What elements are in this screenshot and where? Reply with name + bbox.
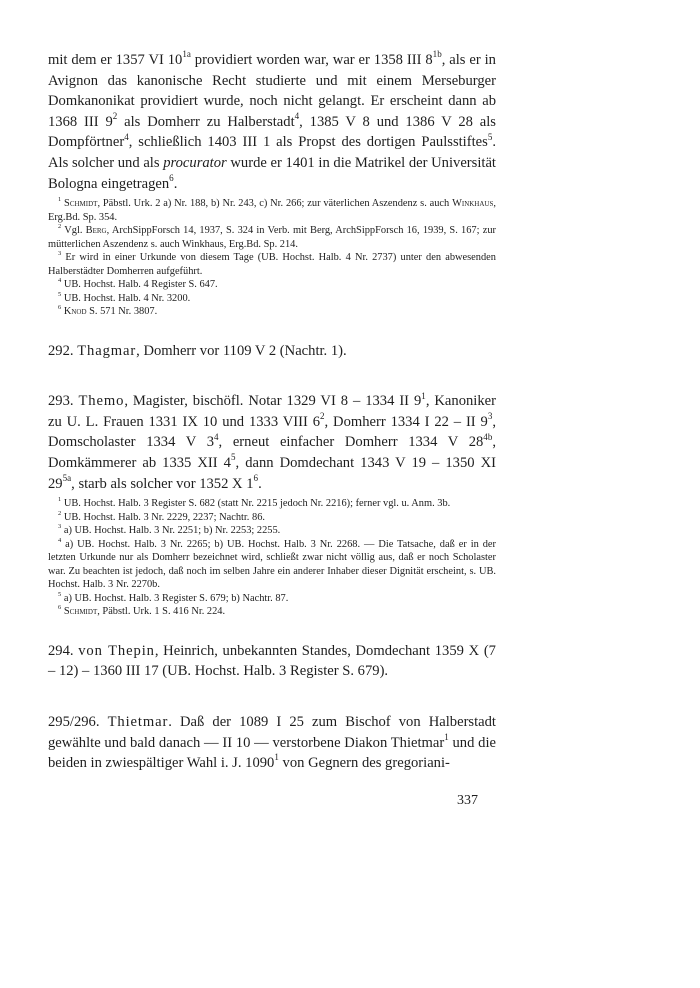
entry-292: 292. Thagmar, Domherr vor 1109 V 2 (Nachtr. 1). xyxy=(48,342,347,359)
entry-293-footnotes xyxy=(48,497,496,619)
footnote: $^4$ UB. Hochst. Halb. 4 Register S. 647. xyxy=(58,277,218,291)
footnote: $^6$ Knod S. 571 Nr. 3807. xyxy=(58,304,158,318)
intro-footnotes xyxy=(48,197,496,319)
footnote: $^1$ UB. Hochst. Halb. 3 Register S. 682 (statt Nr. 2215 jedoch Nr. 2216); ferner vgl. u. Anm. 3b. xyxy=(58,496,451,510)
entry-293: 293. Themo, Magister, bischöfl. Notar 1329 VI 8 – 1334 II $9^1$, Kanoniker zu U. L. Frauen 1331 IX 10 und 1333 VIII $6^2$, Domherr 1334 I 22 – II $9^3$, Domscholaster 1334 V $3^4$, erneut einfacher Domherr 1334 V $28^{4b}$, Domkämmerer ab 1335 XII $4^5$, dann Domdechant 1343 V 19 – 1350 XI $29^{5a}$, starb als solcher vor 1352 X $1^6$. xyxy=(48,390,497,492)
page-number: 337 xyxy=(457,793,478,808)
footnote: $^3$ Er wird in einer Urkunde von diesem Tage (UB. Hochst. Halb. 4 Nr. 2737) unter den abwesenden Halberstädter Domherren aufgeführt. xyxy=(48,250,496,277)
page-body xyxy=(48,50,496,776)
footnote: $^2$ Vgl. Berg, ArchSippForsch 14, 1937, S. 324 in Verb. mit Berg, ArchSippForsch 16, 1939, S. 167; zur mütterlichen Aszendenz s. auch Winkhaus, Erg.Bd. Sp. 214. xyxy=(48,223,496,250)
entry-294: 294. von Thepin, Heinrich, unbekannten Standes, Domdechant 1359 X (7 – 12) – 1360 III 17 (UB. Hochst. Halb. 3 Register S. 679). xyxy=(48,642,496,680)
footnote: $^5$ a) UB. Hochst. Halb. 3 Register S. 679; b) Nachtr. 87. xyxy=(58,590,289,604)
entry-295-296: 295/296. Thietmar. Daß der 1089 I 25 zum Bischof von Halberstadt gewählte und bald danach — II 10 — verstorbene Diakon Thietmar$^1$ und die beiden in zwiespältiger Wahl i. J. 1090$^1$ von Gegnern des gregoriani- xyxy=(48,713,496,772)
footnote: $^3$ a) UB. Hochst. Halb. 3 Nr. 2251; b) Nr. 2253; 2255. xyxy=(58,523,281,537)
intro-paragraph: mit dem er 1357 VI $10^{1a}$ providiert worden war, war er 1358 III $8^{1b}$, als er in Avignon das kanonische Recht studierte und mit einem Merseburger Domkanonikat providiert wurde, noch nicht gelangt. Er erscheint dann ab 1368 III $9^2$ als Domherr zu Halberstadt$^4$, 1385 V 8 und 1386 V 28 als Dompförtner$^4$, schließlich 1403 III 1 als Propst des dortigen Paulsstiftes$^5$. Als solcher und als procurator wurde er 1401 in die Matrikel der Universität Bologna eingetragen$^6$. xyxy=(48,49,496,192)
footnote: $^4$ a) UB. Hochst. Halb. 3 Nr. 2265; b) UB. Hochst. Halb. 3 Nr. 2268. — Die Tatsache, daß er in der letzten Urkunde nur als Domherr bezeichnet wird, schließt zwar nicht völlig aus, daß er noch Scholaster war. Zu beachten ist jedoch, daß noch im selben Jahre ein anderer Inhaber dieser Dignität erscheint, s. UB. Hochst. Halb. 3 Nr. 2270b. xyxy=(48,536,496,591)
footnote: $^1$ Schmidt, Päbstl. Urk. 2 a) Nr. 188, b) Nr. 243, c) Nr. 266; zur väterlichen Aszendenz s. auch Winkhaus, Erg.Bd. Sp. 354. xyxy=(48,196,496,223)
footnote: $^2$ UB. Hochst. Halb. 3 Nr. 2229, 2237; Nachtr. 86. xyxy=(58,509,265,523)
footnote: $^6$ Schmidt, Päbstl. Urk. 1 S. 416 Nr. 224. xyxy=(58,604,226,618)
footnote: $^5$ UB. Hochst. Halb. 4 Nr. 3200. xyxy=(58,290,191,304)
